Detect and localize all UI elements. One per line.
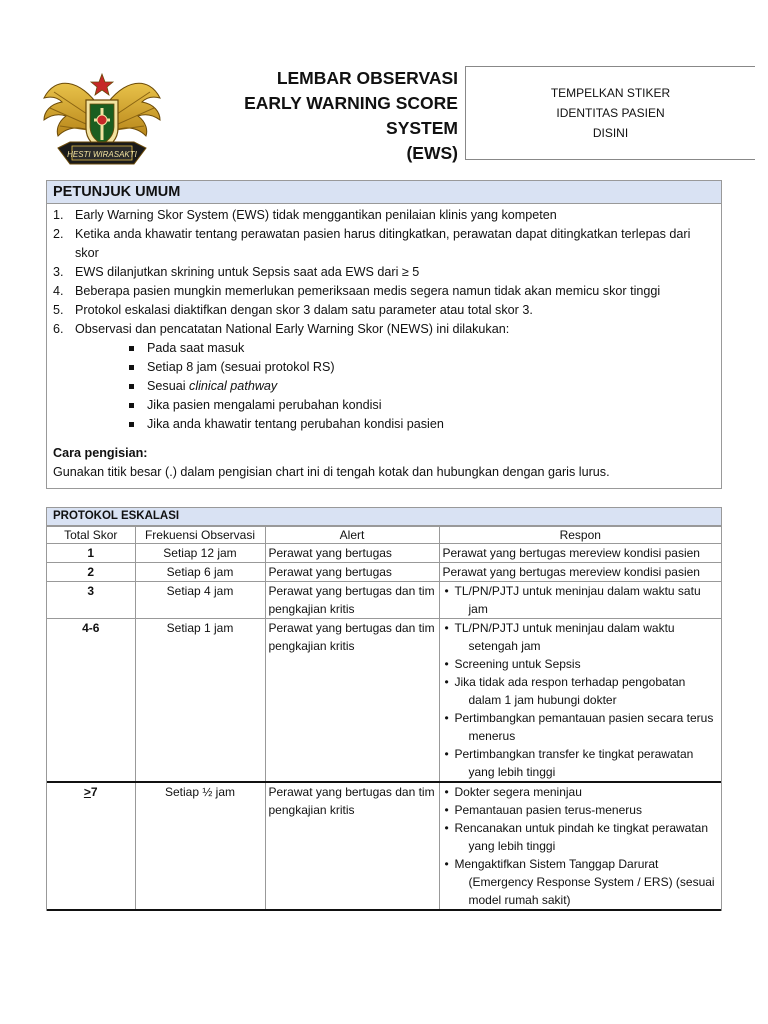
- list-item: [53, 225, 715, 263]
- total-score-cell: 1: [47, 544, 135, 563]
- filling-guide-title: Cara pengisian:: [53, 446, 148, 460]
- list-item: • Mengaktifkan Sistem Tanggap Darurat (Emergency Response System / ERS) (sesuai model rumah sakit): [443, 855, 719, 909]
- item-number: 3.: [53, 265, 64, 279]
- item-text: Early Warning Skor System (EWS) tidak menggantikan penilaian klinis yang kompeten: [75, 208, 557, 222]
- list-item: [53, 415, 715, 434]
- response-cell: Perawat yang bertugas mereview kondisi pasien: [439, 544, 721, 563]
- list-item: [53, 206, 715, 225]
- item-number: 1.: [53, 208, 64, 222]
- alert-cell: Perawat yang bertugas dan tim pengkajian kritis: [265, 582, 439, 619]
- item-text: Observasi dan pencatatan National Early Warning Skor (NEWS) ini dilakukan:: [75, 322, 510, 336]
- title-line: EARLY WARNING SCORE SYSTEM: [244, 93, 458, 138]
- column-header: Frekuensi Observasi: [135, 527, 265, 544]
- score-value: 7: [90, 785, 98, 799]
- column-header: Alert: [265, 527, 439, 544]
- table-row: [47, 619, 721, 783]
- square-bullet-icon: [129, 422, 134, 427]
- frequency-cell: Setiap 12 jam: [135, 544, 265, 563]
- frequency-cell: Setiap ½ jam: [135, 782, 265, 910]
- list-item: • TL/PN/PJTJ untuk meninjau dalam waktu setengah jam: [443, 619, 719, 655]
- section-title: PETUNJUK UMUM: [47, 181, 721, 204]
- item-text: Sesuai: [147, 379, 186, 393]
- title-line: LEMBAR OBSERVASI: [276, 68, 458, 88]
- list-item: [53, 339, 715, 358]
- response-list: [443, 582, 719, 618]
- total-score-cell: 3: [47, 582, 135, 619]
- total-score-cell: 2: [47, 563, 135, 582]
- document-title: [170, 66, 458, 166]
- square-bullet-icon: [129, 346, 134, 351]
- column-header: Respon: [439, 527, 721, 544]
- list-item: [53, 320, 715, 339]
- general-instructions-section: [46, 180, 722, 489]
- table-row: [47, 782, 721, 910]
- list-item: [53, 396, 715, 415]
- item-text: Setiap 8 jam (sesuai protokol RS): [147, 360, 335, 374]
- list-item: • Dokter segera meninjau: [443, 783, 719, 801]
- square-bullet-icon: [129, 384, 134, 389]
- item-text-italic: clinical pathway: [189, 379, 278, 393]
- greater-equal-sign: >: [83, 785, 91, 799]
- title-line: (EWS): [406, 143, 458, 163]
- alert-cell: Perawat yang bertugas: [265, 544, 439, 563]
- list-item: • Pemantauan pasien terus-menerus: [443, 801, 719, 819]
- logo-motto: HESTI WIRASAKTI: [67, 150, 137, 159]
- hospital-emblem-logo: [40, 68, 164, 172]
- total-score-cell: [47, 782, 135, 910]
- total-score-cell: 4-6: [47, 619, 135, 783]
- item-text: Protokol eskalasi diaktifkan dengan skor 3 dalam satu parameter atau total skor 3.: [75, 303, 533, 317]
- frequency-cell: Setiap 4 jam: [135, 582, 265, 619]
- instructions-body: [47, 204, 721, 482]
- response-list: [443, 783, 719, 909]
- list-item: • Pertimbangkan transfer ke tingkat perawatan yang lebih tinggi: [443, 745, 719, 781]
- item-number: 5.: [53, 303, 64, 317]
- list-item: [53, 301, 715, 320]
- frequency-cell: Setiap 1 jam: [135, 619, 265, 783]
- item-number: 4.: [53, 284, 64, 298]
- frequency-cell: Setiap 6 jam: [135, 563, 265, 582]
- list-item: • Pertimbangkan pemantauan pasien secara terus menerus: [443, 709, 719, 745]
- section-title: PROTOKOL ESKALASI: [47, 508, 721, 526]
- list-item: • Screening untuk Sepsis: [443, 655, 719, 673]
- escalation-table: [47, 526, 721, 911]
- observation-times-list: [53, 339, 715, 434]
- sticker-line: DISINI: [592, 126, 629, 140]
- table-header-row: [47, 527, 721, 544]
- item-text: Pada saat masuk: [147, 341, 245, 355]
- column-header: Total Skor: [47, 527, 135, 544]
- list-item: • TL/PN/PJTJ untuk meninjau dalam waktu satu jam: [443, 582, 719, 618]
- list-item: • Jika tidak ada respon terhadap pengobatan dalam 1 jam hubungi dokter: [443, 673, 719, 709]
- alert-cell: Perawat yang bertugas dan tim pengkajian kritis: [265, 619, 439, 783]
- alert-cell: Perawat yang bertugas: [265, 563, 439, 582]
- item-text: Ketika anda khawatir tentang perawatan pasien harus ditingkatkan, perawatan dapat ditingkatkan terlepas dari skor: [75, 227, 691, 260]
- list-item: • Rencanakan untuk pindah ke tingkat perawatan yang lebih tinggi: [443, 819, 719, 855]
- item-number: 6.: [53, 322, 64, 336]
- table-row: [47, 582, 721, 619]
- item-text: Beberapa pasien mungkin memerlukan pemeriksaan medis segera namun tidak akan memicu skor tinggi: [75, 284, 661, 298]
- list-item: [53, 282, 715, 301]
- list-item: [53, 377, 715, 396]
- sticker-line: IDENTITAS PASIEN: [556, 106, 665, 120]
- item-text: Jika pasien mengalami perubahan kondisi: [147, 398, 382, 412]
- table-row: [47, 544, 721, 563]
- item-number: 2.: [53, 227, 64, 241]
- response-cell: [439, 582, 721, 619]
- filling-guide-text: Gunakan titik besar (.) dalam pengisian chart ini di tengah kotak dan hubungkan dengan garis lurus.: [53, 465, 610, 479]
- response-cell: [439, 619, 721, 783]
- patient-sticker-box: [465, 66, 755, 160]
- item-text: EWS dilanjutkan skrining untuk Sepsis saat ada EWS dari ≥ 5: [75, 265, 420, 279]
- response-list: [443, 619, 719, 781]
- alert-cell: Perawat yang bertugas dan tim pengkajian kritis: [265, 782, 439, 910]
- sticker-line: TEMPELKAN STIKER: [550, 86, 671, 100]
- escalation-protocol-section: [46, 507, 722, 911]
- response-cell: [439, 782, 721, 910]
- list-item: [53, 263, 715, 282]
- square-bullet-icon: [129, 365, 134, 370]
- square-bullet-icon: [129, 403, 134, 408]
- list-item: [53, 358, 715, 377]
- item-text: Jika anda khawatir tentang perubahan kondisi pasien: [147, 417, 444, 431]
- table-row: [47, 563, 721, 582]
- response-cell: Perawat yang bertugas mereview kondisi pasien: [439, 563, 721, 582]
